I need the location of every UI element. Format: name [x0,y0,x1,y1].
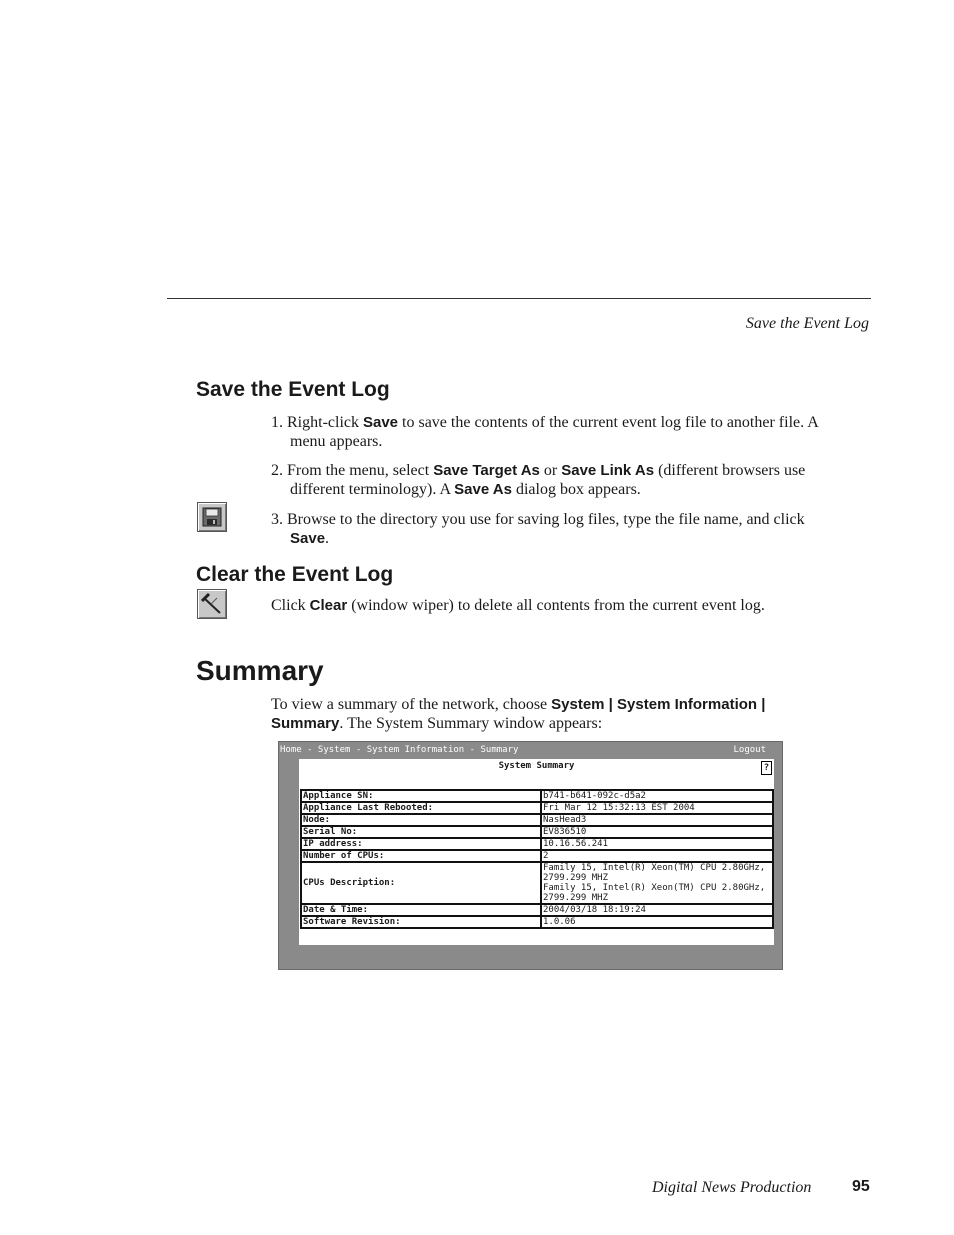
system-summary-screenshot [278,741,783,970]
help-icon[interactable]: ? [761,761,772,775]
table-row: Software Revision: 1.0.06 [301,916,773,928]
save-step-1: 1. Right-click Save to save the contents of the current event log file to another file. A menu appears. [271,414,818,450]
clear-event-log-heading: Clear the Event Log [196,563,394,586]
clear-instruction: Click Clear (window wiper) to delete all contents from the current event log. [271,597,765,614]
table-row: Serial No: EV836510 [301,826,773,838]
summary-heading: Summary [196,655,324,686]
save-event-log-heading: Save the Event Log [196,378,390,401]
table-row: Node: NasHead3 [301,814,773,826]
screenshot-top-bar [279,742,782,759]
table-row: Appliance SN: b741-b641-092c-d5a2 [301,790,773,802]
table-row: Date & Time: 2004/03/18 18:19:24 [301,904,773,916]
header-rule [167,298,871,299]
table-row: Appliance Last Rebooted: Fri Mar 12 15:32:13 EST 2004 [301,802,773,814]
table-row: Number of CPUs: 2 [301,850,773,862]
system-summary-table [300,789,774,929]
panel-title: System Summary [498,761,575,771]
floppy-disk-icon [197,502,227,532]
save-step-2: 2. From the menu, select Save Target As or Save Link As (different browsers use different terminology). A Save As dialog box appears. [271,462,806,498]
system-summary-panel [299,759,774,945]
summary-instruction: To view a summary of the network, choose System | System Information | Summary. The System Summary window appears: [271,696,766,732]
table-row: IP address: 10.16.56.241 [301,838,773,850]
logout-link[interactable]: Logout [733,745,766,755]
footer-book-title: Digital News Production [652,1179,812,1196]
page-number: 95 [852,1178,870,1195]
breadcrumb[interactable]: Home - System - System Information - Summary [280,745,519,755]
running-head: Save the Event Log [745,315,869,332]
save-step-3: 3. Browse to the directory you use for saving log files, type the file name, and click Save. [271,511,805,547]
window-wiper-icon [197,589,227,619]
table-row: CPUs Description: Family 15, Intel(R) Xeon(TM) CPU 2.80GHz, 2799.299 MHZ Family 15, Intel(R) Xeon(TM) CPU 2.80GHz, 2799.299 MHZ [301,862,773,904]
